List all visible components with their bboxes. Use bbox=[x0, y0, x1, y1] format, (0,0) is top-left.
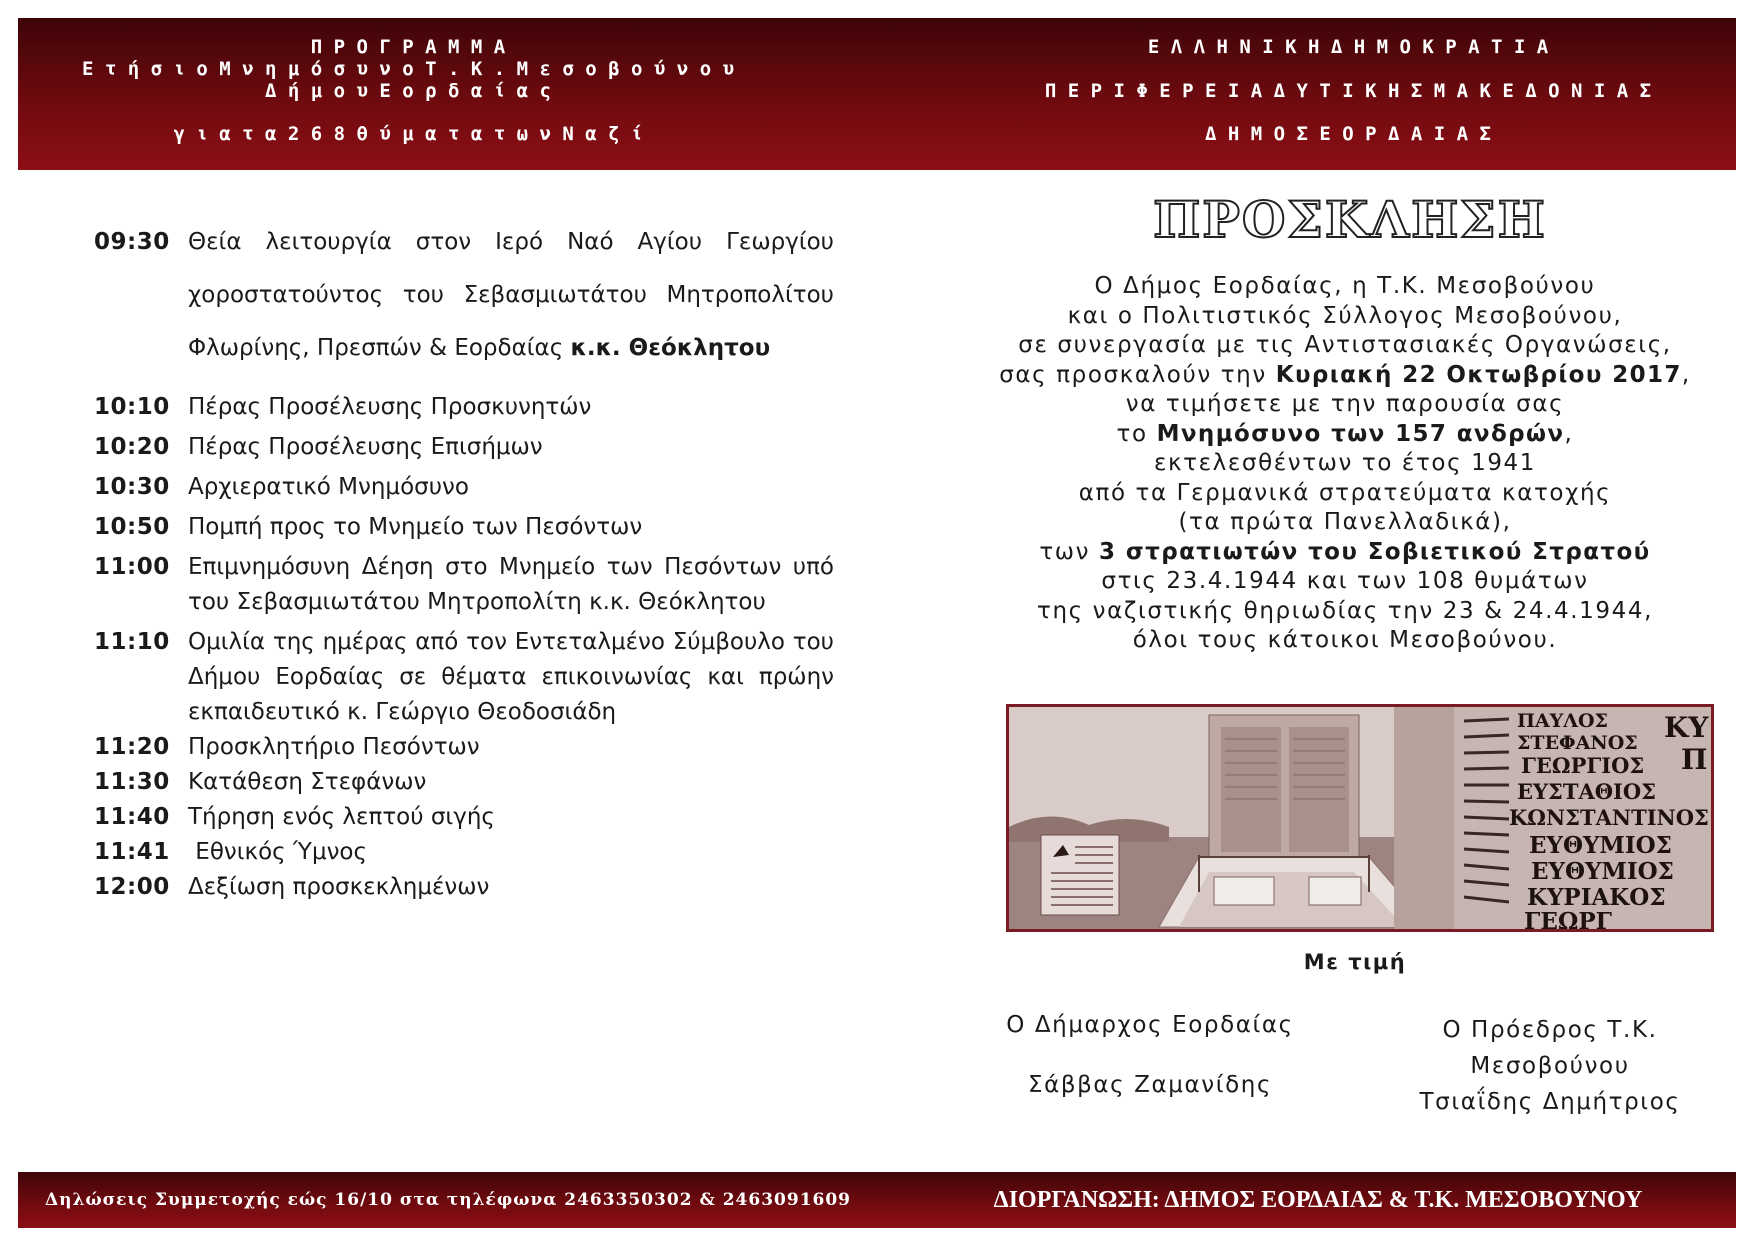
photo-name: ΕΥΣΤΑΘΙΟΣ bbox=[1517, 779, 1657, 804]
president-signature bbox=[1390, 1012, 1710, 1120]
schedule-description: Ομιλία της ημέρας από τον Εντεταλμένο Σύμβουλο του Δήμου Εορδαίας σε θέματα επικοινωνίας και πρώην εκπαιδευτικό κ. Γεώργιο Θεοδοσιάδη bbox=[188, 629, 834, 725]
invitation-line: όλοι τους κάτοικοι Μεσοβούνου. bbox=[1132, 627, 1558, 653]
schedule-item bbox=[94, 765, 834, 800]
schedule-item bbox=[94, 430, 834, 465]
photo-name: ΕΥΘΥΜΙΟΣ bbox=[1529, 832, 1672, 859]
schedule-description: Τήρηση ενός λεπτού σιγής bbox=[188, 804, 495, 830]
memorial-illustration bbox=[1009, 707, 1711, 929]
schedule-line: Θεία λειτουργία στον Ιερό Ναό Αγίου Γεωργίου bbox=[188, 229, 834, 255]
photo-name: ΓΕΩΡΓΙΟΣ bbox=[1521, 753, 1645, 778]
footer-banner bbox=[18, 1172, 1736, 1228]
schedule-item bbox=[94, 510, 834, 545]
schedule-description: Κατάθεση Στεφάνων bbox=[188, 769, 427, 795]
schedule-description: Επιμνημόσυνη Δέηση στο Μνημείο των Πεσόντων υπό του Σεβασμιωτάτου Μητροπολίτη κ.κ. Θεόκλητου bbox=[188, 554, 834, 615]
schedule-time: 10:10 bbox=[94, 394, 170, 420]
invitation-line bbox=[985, 420, 1705, 450]
schedule-item bbox=[94, 550, 834, 620]
authority-republic: Ε Λ Λ Η Ν Ι Κ Η Δ Η Μ Ο Κ Ρ Α Τ Ι Α bbox=[1147, 36, 1549, 58]
schedule-item bbox=[94, 470, 834, 505]
schedule-description: Αρχιερατικό Μνημόσυνο bbox=[188, 474, 469, 500]
schedule-item bbox=[94, 800, 834, 835]
invitation-line: σε συνεργασία με τις Αντιστασιακές Οργανώσεις, bbox=[1018, 332, 1672, 358]
footer-registration: Δηλώσεις Συμμετοχής εώς 16/10 στα τηλέφωνα 2463350302 & 2463091609 bbox=[44, 1190, 852, 1210]
schedule-time: 10:50 bbox=[94, 514, 170, 540]
schedule-time: 10:20 bbox=[94, 434, 170, 460]
schedule-time: 11:30 bbox=[94, 769, 170, 795]
invitation-line: της ναζιστικής θηριωδίας την 23 & 24.4.1944, bbox=[1037, 597, 1653, 624]
invitation-title: ΠΡΟΣΚΛΗΣΗ bbox=[1153, 190, 1547, 249]
invitation-line: εκτελεσθέντων το έτος 1941 bbox=[1153, 450, 1537, 476]
program-title: Π Ρ Ο Γ Ρ Α Μ Μ Α bbox=[310, 36, 506, 58]
schedule-time: 12:00 bbox=[94, 874, 170, 900]
schedule-time: 11:10 bbox=[94, 629, 170, 655]
president-community: Μεσοβούνου bbox=[1470, 1053, 1630, 1079]
photo-name: ΓΕΩΡΓ bbox=[1524, 908, 1612, 929]
president-title: Ο Πρόεδρος Τ.Κ. bbox=[1442, 1017, 1658, 1043]
mayor-name: Σάββας Ζαμανίδης bbox=[1027, 1072, 1273, 1098]
photo-corner-text: ΚΥ bbox=[1664, 711, 1709, 744]
schedule-time: 11:41 bbox=[94, 839, 170, 865]
invitation-line: από τα Γερμανικά στρατεύματα κατοχής bbox=[1078, 479, 1612, 506]
schedule-line bbox=[188, 322, 834, 375]
invitation-soldiers: 3 στρατιωτών του Σοβιετικού Στρατού bbox=[1099, 538, 1651, 565]
mayor-title: Ο Δήμαρχος Εορδαίας bbox=[1006, 1012, 1294, 1038]
schedule-line-text: Φλωρίνης, Πρεσπών & Εορδαίας bbox=[188, 335, 571, 361]
honor-text: Με τιμή bbox=[1303, 950, 1407, 974]
schedule bbox=[94, 225, 834, 905]
memorial-photo bbox=[1006, 704, 1714, 932]
invitation-line: και ο Πολιτιστικός Σύλλογος Μεσοβούνου, bbox=[1067, 302, 1623, 329]
schedule-description: Πέρας Προσέλευσης Προσκυνητών bbox=[188, 394, 592, 420]
invitation-text-part: των bbox=[1039, 538, 1100, 565]
schedule-line-bold: κ.κ. Θεόκλητου bbox=[570, 335, 771, 361]
invitation-line: να τιμήσετε με την παρουσία σας bbox=[1125, 391, 1565, 417]
schedule-item bbox=[94, 870, 834, 905]
schedule-time: 11:20 bbox=[94, 734, 170, 760]
invitation-text-part: σας προσκαλούν την bbox=[999, 361, 1276, 388]
president-name: Τσιαΐδης Δημήτριος bbox=[1419, 1089, 1681, 1115]
photo-name: ΠΑΥΛΟΣ bbox=[1517, 710, 1608, 732]
schedule-time: 10:30 bbox=[94, 474, 170, 500]
program-header bbox=[18, 18, 798, 170]
authority-municipality: Δ Η Μ Ο Σ Ε Ο Ρ Δ Α Ι Α Σ bbox=[1205, 123, 1491, 145]
photo-name: ΚΩΝΣΤΑΝΤΙΝΟΣ bbox=[1509, 805, 1709, 830]
schedule-item bbox=[94, 625, 834, 730]
schedule-description: Εθνικός Ύμνος bbox=[188, 839, 368, 865]
schedule-item bbox=[94, 835, 834, 870]
mayor-signature bbox=[980, 1012, 1320, 1098]
invitation-line: στις 23.4.1944 και των 108 θυμάτων bbox=[1101, 568, 1589, 594]
invitation-line bbox=[985, 361, 1705, 391]
schedule-time: 11:40 bbox=[94, 804, 170, 830]
schedule-description: Πέρας Προσέλευσης Επισήμων bbox=[188, 434, 543, 460]
schedule-item bbox=[94, 390, 834, 425]
invitation-text-part: , bbox=[1564, 420, 1574, 447]
schedule-item bbox=[94, 730, 834, 765]
photo-corner-text: Π bbox=[1681, 743, 1708, 776]
invitation-line: Ο Δήμος Εορδαίας, η Τ.Κ. Μεσοβούνου bbox=[1094, 273, 1596, 299]
invitation-date: Κυριακή 22 Οκτωβρίου 2017 bbox=[1275, 361, 1682, 388]
program-subtitle: Ε τ ή σ ι ο Μ ν η μ ό σ υ ν ο Τ . Κ . Μ ε σ ο β ο ύ ν ο υ bbox=[81, 58, 735, 80]
program-municipality: Δ ή μ ο υ Ε ο ρ δ α ί α ς bbox=[265, 80, 551, 102]
invitation-text-part: το bbox=[1116, 420, 1157, 447]
invitation-text bbox=[985, 272, 1705, 656]
schedule-time: 09:30 bbox=[94, 229, 170, 255]
photo-name: ΚΥΡΙΑΚΟΣ bbox=[1527, 884, 1666, 911]
schedule-item bbox=[94, 225, 834, 375]
schedule-time: 11:00 bbox=[94, 554, 170, 580]
schedule-description: Προσκλητήριο Πεσόντων bbox=[188, 734, 480, 760]
schedule-description bbox=[188, 216, 834, 375]
schedule-description: Πομπή προς το Μνημείο των Πεσόντων bbox=[188, 514, 643, 540]
invitation-line: (τα πρώτα Πανελλαδικά), bbox=[1178, 509, 1512, 535]
authority-header bbox=[998, 18, 1698, 170]
photo-name: ΕΥΘΥΜΙΟΣ bbox=[1531, 858, 1674, 885]
schedule-line: χοροστατούντος του Σεβασμιωτάτου Μητροπολίτου bbox=[188, 282, 834, 308]
photo-name: ΣΤΕΦΑΝΟΣ bbox=[1517, 732, 1638, 754]
invitation-line bbox=[985, 538, 1705, 568]
schedule-description: Δεξίωση προσκεκλημένων bbox=[188, 874, 490, 900]
program-victims: γ ι α τ α 2 6 8 θ ύ μ α τ α τ ω ν Ν α ζ ί bbox=[173, 123, 643, 145]
footer-organizer: ΔΙΟΡΓΑΝΩΣΗ: ΔΗΜΟΣ ΕΟΡΔΑΙΑΣ & Τ.Κ. ΜΕΣΟΒΟΥΝΟΥ bbox=[993, 1187, 1643, 1213]
header-banner bbox=[18, 18, 1736, 170]
invitation-memorial: Μνημόσυνο των 157 ανδρών bbox=[1156, 420, 1565, 447]
invitation-text-part: , bbox=[1681, 361, 1691, 388]
authority-region: Π Ε Ρ Ι Φ Ε Ρ Ε Ι Α Δ Υ Τ Ι Κ Η Σ Μ Α Κ Ε Δ Ο Ν Ι Α Σ bbox=[1044, 80, 1652, 102]
